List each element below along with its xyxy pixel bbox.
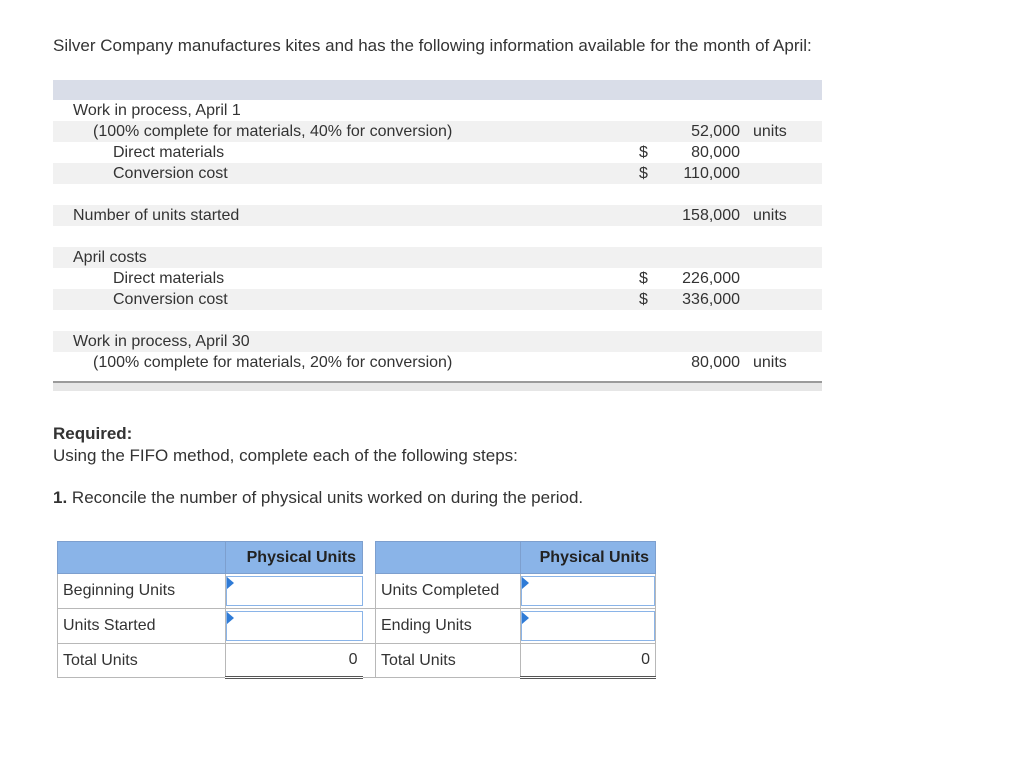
- header-blank: [376, 542, 521, 574]
- dollar-sign: $: [639, 291, 648, 308]
- left-total-value: 0: [226, 644, 363, 678]
- dm1-label: Direct materials: [113, 144, 225, 161]
- units-started-label: Units Started: [58, 609, 226, 644]
- units-completed-label: Units Completed: [376, 574, 521, 609]
- info-row: [53, 247, 822, 268]
- info-row: [53, 352, 822, 373]
- info-row-spacer: [53, 310, 822, 331]
- info-table-footer: [53, 381, 822, 391]
- table-row: [58, 609, 656, 644]
- started-label: Number of units started: [73, 207, 240, 224]
- table-gap: [363, 644, 376, 678]
- table-header-row: [58, 542, 656, 574]
- dollar-sign: $: [639, 270, 648, 287]
- step-1-text: Reconcile the number of physical units worked on during the period.: [71, 488, 584, 507]
- total-units-label: Total Units: [58, 644, 226, 678]
- dm2-label: Direct materials: [113, 270, 225, 287]
- dm1-amount: 80,000: [691, 144, 740, 161]
- ending-units-cell: [521, 609, 656, 644]
- col-header-physical-units: Physical Units: [226, 542, 363, 574]
- beginning-units-label: Beginning Units: [58, 574, 226, 609]
- wip-april30-units: 80,000: [691, 354, 740, 371]
- right-total-value: 0: [521, 644, 656, 678]
- info-row-spacer: [53, 226, 822, 247]
- info-row: [53, 331, 822, 352]
- required-text: Using the FIFO method, complete each of the following steps:: [53, 446, 518, 465]
- info-row: [53, 289, 822, 310]
- col-header-physical-units: Physical Units: [521, 542, 656, 574]
- input-marker-icon: [227, 577, 234, 589]
- info-row: [53, 205, 822, 226]
- started-units: 158,000: [682, 207, 740, 224]
- beginning-units-input[interactable]: [226, 576, 363, 606]
- table-gap: [363, 574, 376, 609]
- dm2-amount: 226,000: [682, 270, 740, 287]
- cc1-label: Conversion cost: [113, 165, 228, 182]
- dollar-sign: $: [639, 165, 648, 182]
- cc2-label: Conversion cost: [113, 291, 228, 308]
- physical-units-table: [57, 541, 656, 679]
- input-marker-icon: [227, 612, 234, 624]
- table-gap: [363, 609, 376, 644]
- required-heading: Required:: [53, 424, 133, 443]
- wip-april30-label: Work in process, April 30: [73, 333, 250, 350]
- units-completed-cell: [521, 574, 656, 609]
- info-table: [53, 80, 822, 391]
- table-row: [58, 644, 656, 678]
- info-table-header: [53, 80, 822, 100]
- ending-units-label: Ending Units: [376, 609, 521, 644]
- header-blank: [58, 542, 226, 574]
- units-suffix: units: [753, 123, 787, 140]
- table-row: [58, 574, 656, 609]
- required-section: [53, 423, 518, 467]
- wip-april1-label: Work in process, April 1: [73, 102, 241, 119]
- input-marker-icon: [522, 612, 529, 624]
- units-started-input[interactable]: [226, 611, 363, 641]
- units-completed-input[interactable]: [521, 576, 655, 606]
- units-suffix: units: [753, 354, 787, 371]
- ending-units-input[interactable]: [521, 611, 655, 641]
- intro-text: Silver Company manufactures kites and has the following information available for the month of April:: [53, 36, 812, 55]
- info-row: [53, 268, 822, 289]
- header-gap: [363, 542, 376, 574]
- step-1-number: 1.: [53, 488, 68, 507]
- wip-april1-units: 52,000: [691, 123, 740, 140]
- units-suffix: units: [753, 207, 787, 224]
- beginning-units-cell: [226, 574, 363, 609]
- info-row: [53, 142, 822, 163]
- units-started-cell: [226, 609, 363, 644]
- info-row-spacer: [53, 184, 822, 205]
- input-marker-icon: [522, 577, 529, 589]
- cc2-amount: 336,000: [682, 291, 740, 308]
- info-row: [53, 163, 822, 184]
- wip-april30-note: (100% complete for materials, 20% for conversion): [93, 354, 453, 371]
- step-1: [53, 488, 583, 508]
- total-units-label-right: Total Units: [376, 644, 521, 678]
- cc1-amount: 110,000: [683, 165, 740, 182]
- wip-april1-note: (100% complete for materials, 40% for conversion): [93, 123, 453, 140]
- info-row-spacer: [53, 373, 822, 381]
- dollar-sign: $: [639, 144, 648, 161]
- info-row: [53, 100, 822, 121]
- info-row: [53, 121, 822, 142]
- april-costs-label: April costs: [73, 249, 147, 266]
